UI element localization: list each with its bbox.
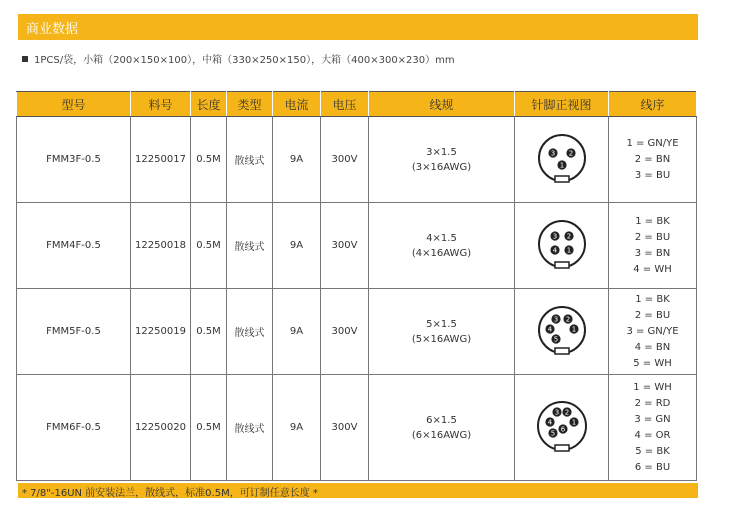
- col-header-wiring: 线序: [609, 92, 697, 117]
- section-header: [18, 14, 698, 40]
- cell-length: 0.5M: [191, 289, 227, 375]
- cell-current: 9A: [273, 117, 321, 203]
- table-row: [17, 117, 697, 203]
- wiring-line: 3 = GN: [634, 413, 671, 425]
- wiring-line: 1 = BK: [635, 293, 670, 305]
- cell-model: FMM3F-0.5: [17, 117, 131, 203]
- cell-part: 12250017: [131, 117, 191, 203]
- gauge-text: 6×1.5: [426, 414, 457, 426]
- col-header-part: 料号: [131, 92, 191, 117]
- col-header-length: 长度: [191, 92, 227, 117]
- pin-label: 3: [552, 232, 557, 240]
- pin-label: 3: [550, 149, 555, 157]
- wiring-line: 3 = BN: [634, 247, 671, 259]
- pin-label: 2: [564, 408, 569, 416]
- gauge-text: 4×1.5: [426, 232, 457, 244]
- cell-gauge: [369, 375, 515, 481]
- table-row: [17, 203, 697, 289]
- col-header-gauge: 线规: [369, 92, 515, 117]
- cell-gauge: [369, 289, 515, 375]
- cell-gauge: [369, 117, 515, 203]
- cell-model: FMM5F-0.5: [17, 289, 131, 375]
- packing-info: [22, 51, 455, 66]
- pin-label: 2: [565, 315, 570, 323]
- cell-type: 散线式: [227, 375, 273, 481]
- cell-length: 0.5M: [191, 117, 227, 203]
- gauge-text: 5×1.5: [426, 318, 457, 330]
- wiring-line: 3 = BU: [634, 169, 671, 181]
- pin-label: 1: [571, 325, 576, 333]
- pin-label: 2: [568, 149, 573, 157]
- cell-current: 9A: [273, 203, 321, 289]
- pin-label: 1: [571, 418, 576, 426]
- table-row: [17, 289, 697, 375]
- cell-pin-view: [515, 203, 609, 289]
- cell-type: 散线式: [227, 203, 273, 289]
- cell-current: 9A: [273, 375, 321, 481]
- cell-voltage: 300V: [321, 203, 369, 289]
- pin-diagram-3pin-icon: [534, 132, 590, 188]
- pin-label: 5: [550, 429, 555, 437]
- pin-label: 2: [566, 232, 571, 240]
- pin-diagram-6pin-icon: [533, 399, 591, 457]
- col-header-model: 型号: [17, 92, 131, 117]
- table-header-row: [17, 92, 697, 117]
- wiring-line: 4 = BN: [634, 341, 671, 353]
- pin-label: 1: [559, 161, 564, 169]
- spec-table: [16, 91, 697, 481]
- cell-current: 9A: [273, 289, 321, 375]
- packing-text: 1PCS/袋，小箱（200×150×100），中箱（330×250×150），大箱（400×300×230）mm: [34, 55, 455, 66]
- gauge-text: 3×1.5: [426, 146, 457, 158]
- cell-gauge: [369, 203, 515, 289]
- cell-wiring: [609, 117, 697, 203]
- awg-text: (4×16AWG): [411, 247, 472, 259]
- cell-model: FMM4F-0.5: [17, 203, 131, 289]
- cell-model: FMM6F-0.5: [17, 375, 131, 481]
- pin-diagram-4pin-icon: [534, 218, 590, 274]
- cell-type: 散线式: [227, 289, 273, 375]
- footnote-bar: [18, 483, 698, 498]
- pin-label: 6: [560, 425, 565, 433]
- cell-type: 散线式: [227, 117, 273, 203]
- wiring-line: 2 = BN: [634, 153, 671, 165]
- pin-label: 4: [552, 246, 557, 254]
- wiring-line: 5 = WH: [633, 357, 672, 369]
- cell-wiring: [609, 203, 697, 289]
- pin-label: 5: [553, 335, 558, 343]
- pin-label: 1: [566, 246, 571, 254]
- cell-wiring: [609, 289, 697, 375]
- cell-wiring: [609, 375, 697, 481]
- wiring-line: 2 = BU: [634, 309, 671, 321]
- wiring-line: 2 = BU: [634, 231, 671, 243]
- cell-length: 0.5M: [191, 203, 227, 289]
- cell-part: 12250020: [131, 375, 191, 481]
- wiring-line: 4 = OR: [634, 429, 671, 441]
- wiring-line: 4 = WH: [633, 263, 672, 275]
- table-row: [17, 375, 697, 481]
- section-title: 商业数据: [26, 22, 79, 37]
- pin-diagram-5pin-icon: [534, 304, 590, 360]
- pin-label: 4: [547, 418, 552, 426]
- awg-text: (6×16AWG): [411, 429, 472, 441]
- col-header-current: 电流: [273, 92, 321, 117]
- cell-pin-view: [515, 375, 609, 481]
- wiring-line: 1 = WH: [633, 381, 672, 393]
- pin-label: 3: [553, 315, 558, 323]
- wiring-line: 5 = BK: [635, 445, 670, 457]
- cell-voltage: 300V: [321, 289, 369, 375]
- col-header-type: 类型: [227, 92, 273, 117]
- cell-length: 0.5M: [191, 375, 227, 481]
- footnote-text: * 7/8"-16UN 前安装法兰，散线式，标准0.5M，可订制任意长度 *: [22, 488, 318, 499]
- col-header-voltage: 电压: [321, 92, 369, 117]
- pin-label: 4: [547, 325, 552, 333]
- wiring-line: 1 = BK: [635, 215, 670, 227]
- cell-pin-view: [515, 117, 609, 203]
- wiring-line: 1 = GN/YE: [626, 137, 679, 149]
- wiring-line: 3 = GN/YE: [626, 325, 679, 337]
- cell-voltage: 300V: [321, 117, 369, 203]
- pin-label: 3: [554, 408, 559, 416]
- awg-text: (5×16AWG): [411, 333, 472, 345]
- awg-text: (3×16AWG): [411, 161, 472, 173]
- col-header-pin-view: 针脚正视图: [515, 92, 609, 117]
- wiring-line: 6 = BU: [634, 461, 671, 473]
- bullet-square-icon: [22, 56, 28, 62]
- wiring-line: 2 = RD: [634, 397, 671, 409]
- cell-part: 12250019: [131, 289, 191, 375]
- cell-part: 12250018: [131, 203, 191, 289]
- cell-voltage: 300V: [321, 375, 369, 481]
- cell-pin-view: [515, 289, 609, 375]
